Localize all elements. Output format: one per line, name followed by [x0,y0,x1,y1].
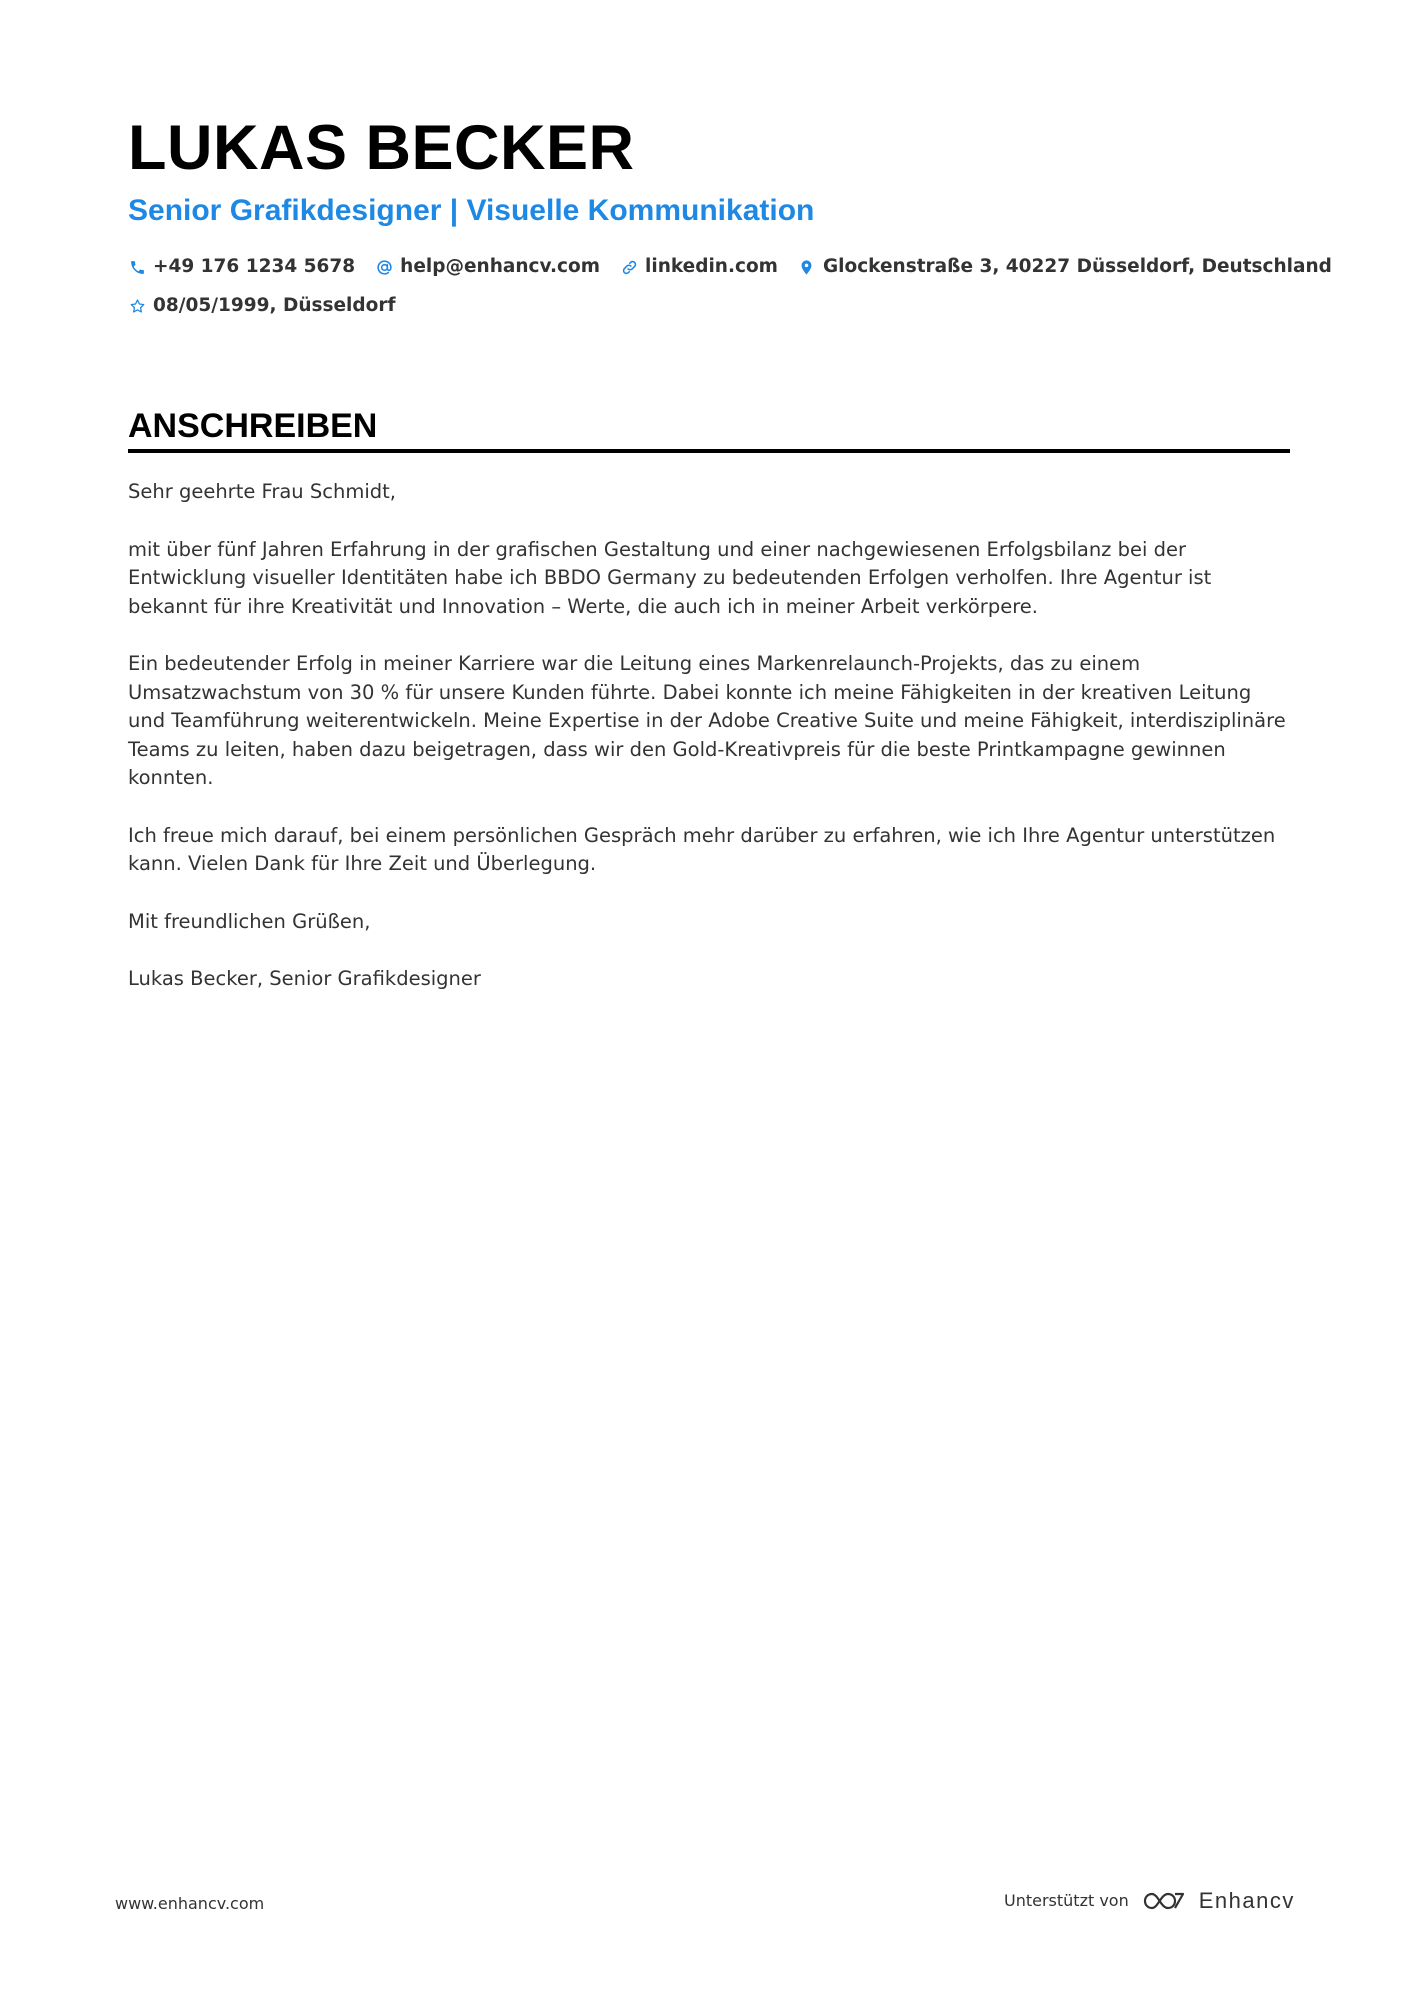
contact-linkedin[interactable] [620,252,778,282]
letter-salutation: Sehr geehrte Frau Schmidt, [128,480,396,503]
letter-paragraph-3: Ich freue mich darauf, bei einem persönlichen Gespräch mehr darüber zu erfahren, wie ich Ihre Agentur unterstützen kann. Vielen Dank für Ihre Zeit und Überlegung. [128,823,1276,875]
section-title: ANSCHREIBEN [128,407,378,445]
link-icon [620,258,638,276]
job-title: Senior Grafikdesigner | Visuelle Kommunikation [128,194,815,227]
contact-birth [128,291,396,321]
enhancv-logo-icon [1141,1888,1187,1914]
footer-brand: Enhancv [1198,1888,1295,1913]
footer-powered-by: Unterstützt von [1004,1891,1129,1910]
contact-linkedin-text: linkedin.com [645,256,778,277]
contact-phone[interactable] [128,252,355,282]
location-pin-icon [798,258,816,276]
footer-website[interactable]: www.enhancv.com [115,1894,265,1913]
contact-row [128,252,1352,282]
letter-paragraph-2: Ein bedeutender Erfolg in meiner Karriere war die Leitung eines Markenrelaunch-Projekts, das zu einem Umsatzwachstum von 30 % für unsere Kunden führte. Dabei konnte ich meine Fähigkeiten in der kreativen Leitung und Teamführung weiterentwickeln. Meine Expertise in der Adobe Creative Suite und meine Fähigkeit, interdisziplinäre Teams zu leiten, haben dazu beigetragen, dass wir den Gold-Kreativpreis für die beste Printkampagne gewinnen konnten. [128,652,1286,789]
contact-address-text: Glockenstraße 3, 40227 Düsseldorf, Deutschland [822,256,1332,277]
footer-branding[interactable] [1004,1888,1295,1914]
phone-icon [128,258,146,276]
contact-phone-text: +49 176 1234 5678 [153,256,356,277]
star-icon [128,297,146,315]
contact-row-secondary [128,291,416,321]
contact-email-text: help@enhancv.com [400,256,601,277]
letter-paragraph-1: mit über fünf Jahren Erfahrung in der grafischen Gestaltung und einer nachgewiesenen Erfolgsbilanz bei der Entwicklung visueller Identitäten habe ich BBDO Germany zu bedeutenden Erfolgen verholfen. Ihre Agentur ist bekannt für ihre Kreativität und Innovation – Werte, die auch ich in meiner Arbeit verkörpere. [128,537,1212,618]
contact-email[interactable] [375,252,600,282]
letter-body [128,478,1290,1023]
contact-birth-text: 08/05/1999, Düsseldorf [153,295,396,316]
letter-signature: Lukas Becker, Senior Grafikdesigner [128,967,481,990]
candidate-name: LUKAS BECKER [128,113,635,183]
contact-address [798,252,1332,282]
letter-closing: Mit freundlichen Grüßen, [128,909,371,933]
at-icon [375,258,393,276]
section-divider [128,449,1290,453]
